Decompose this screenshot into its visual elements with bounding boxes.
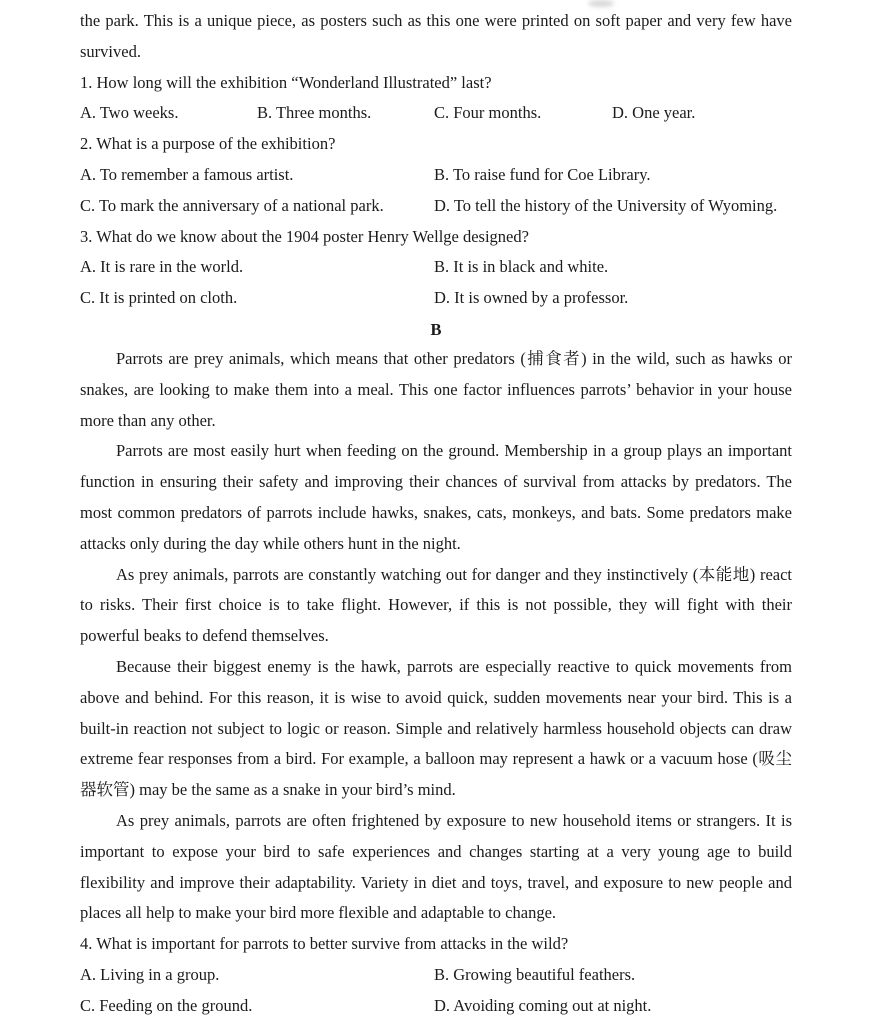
question-1-options [80,98,792,129]
paragraph-continuation: the park. This is a unique piece, as posters such as this one were printed on soft paper and very few have survived. [80,11,792,61]
question-2-options-row-1 [80,160,792,191]
question-4-text: 4. What is important for parrots to better survive from attacks in the wild? [80,934,569,954]
question-1-option-c: C. Four months. [434,103,542,123]
question-3-option-b: B. It is in black and white. [434,257,609,277]
question-1-option-a: A. Two weeks. [80,103,179,123]
passage-paragraph-5: As prey animals, parrots are often frightened by exposure to new household items or strangers. It is important to expose your bird to safe experiences and changes starting at a very young age to build flexibility and improve their adaptability. Variety in diet and toys, travel, and exposure to new people and places all help to make your bird more flexible and adaptable to change. [80,810,792,923]
passage-paragraph-3: As prey animals, parrots are constantly watching out for danger and they instinctively (本能地) react to risks. Their first choice is to take flight. However, if this is not possible, they will fight with their powerful beaks to defend themselves. [80,564,792,646]
question-4-option-b: B. Growing beautiful feathers. [434,964,636,984]
passage-paragraph-1: Parrots are prey animals, which means that other predators (捕食者) in the wild, such as hawks or snakes, are looking to make them into a meal. This one factor influences parrots’ behavior in your house more than any other. [80,348,792,430]
question-3-option-a: A. It is rare in the world. [80,257,244,277]
question-3-option-c: C. It is printed on cloth. [80,288,238,308]
scan-artifact [588,0,614,7]
question-1-option-b: B. Three months. [257,103,372,123]
question-1-text: 1. How long will the exhibition “Wonderland Illustrated” last? [80,72,492,92]
question-3-options-row-1 [80,252,792,283]
question-3-option-d: D. It is owned by a professor. [434,288,629,308]
passage-paragraph-4: Because their biggest enemy is the hawk, parrots are especially reactive to quick movements from above and behind. For this reason, it is wise to avoid quick, sudden movements near your bird. This is a built-in reaction not subject to logic or reason. Simple and relatively harmless household objects can draw extreme fear responses from a bird. For example, a balloon may represent a hawk or a vacuum hose (吸尘器软管) may be the same as a snake in your bird’s mind. [80,656,792,800]
question-2-options-row-2 [80,191,792,222]
question-4-option-c: C. Feeding on the ground. [80,995,253,1015]
question-3-text: 3. What do we know about the 1904 poster Henry Wellge designed? [80,226,529,246]
question-4-option-d: D. Avoiding coming out at night. [434,995,652,1015]
question-4-options-row-2 [80,991,792,1022]
question-2-option-c: C. To mark the anniversary of a national park. [80,195,384,215]
question-3-options-row-2 [80,283,792,314]
question-2-option-d: D. To tell the history of the University of Wyoming. [434,195,778,215]
passage-paragraph-2: Parrots are most easily hurt when feeding on the ground. Membership in a group plays an important function in ensuring their safety and improving their chances of survival from attacks by predators. The most common predators of parrots include hawks, snakes, cats, monkeys, and bats. Some predators make attacks only during the day while others hunt in the night. [80,441,792,553]
question-2-text: 2. What is a purpose of the exhibition? [80,134,336,154]
question-4-options-row-1 [80,960,792,991]
question-1-option-d: D. One year. [612,103,696,123]
question-2-option-b: B. To raise fund for Coe Library. [434,164,651,184]
question-4-option-a: A. Living in a group. [80,964,220,984]
section-b-heading: B [430,319,442,339]
question-2-option-a: A. To remember a famous artist. [80,164,294,184]
